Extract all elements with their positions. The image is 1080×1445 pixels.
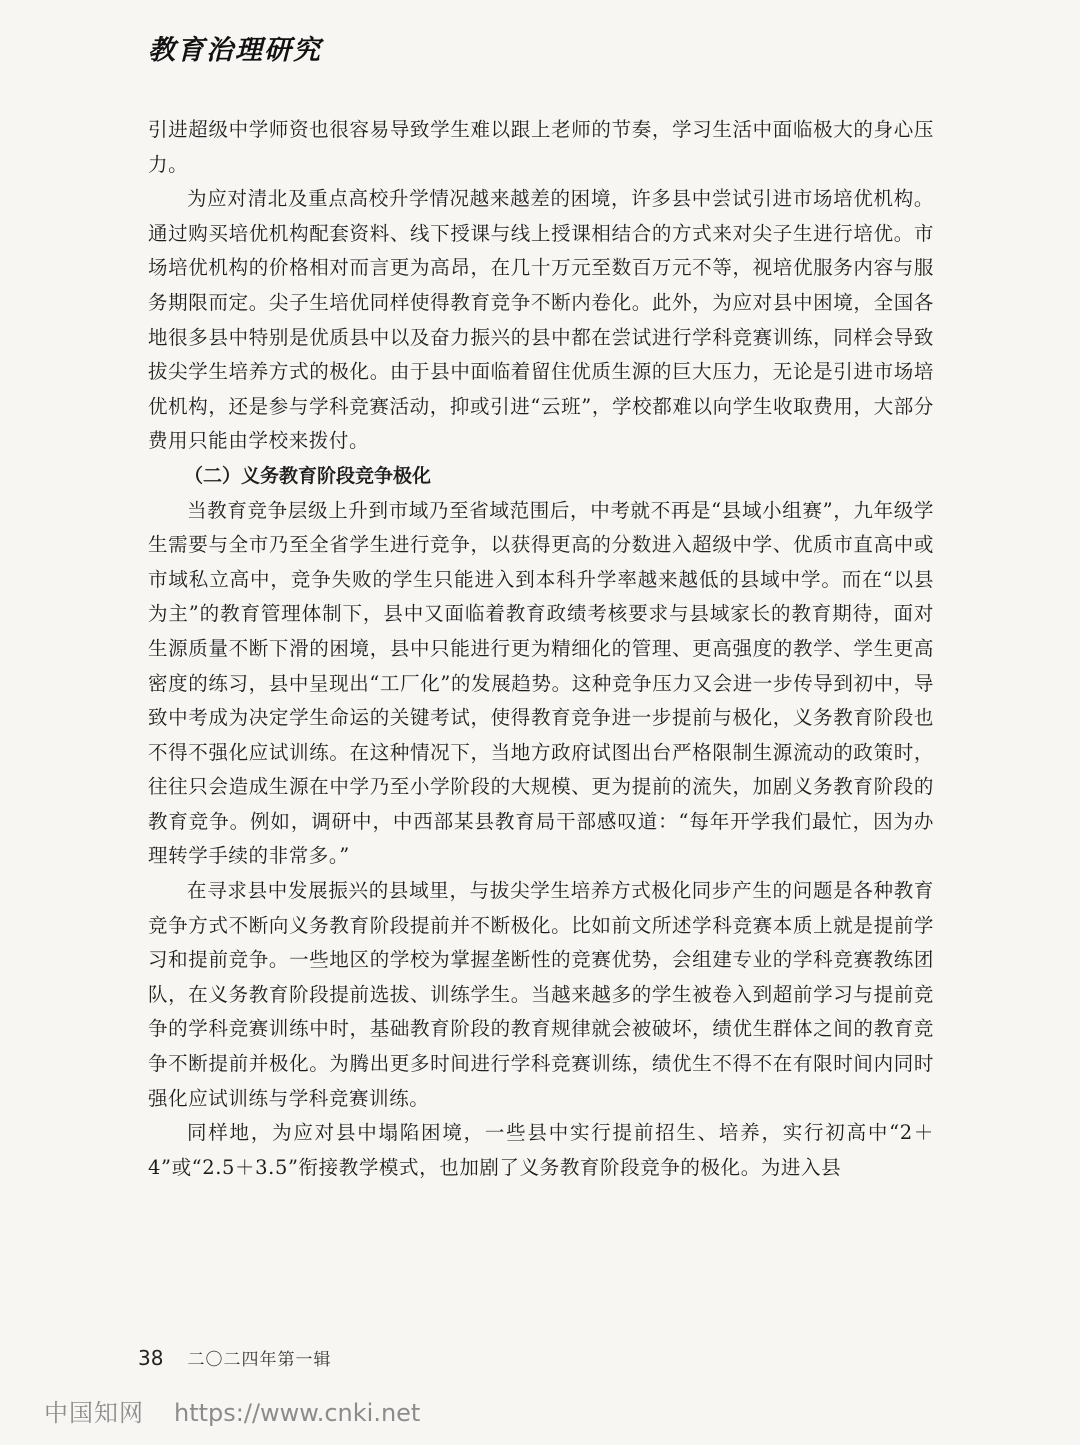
paragraph-training-institutions: 为应对清北及重点高校升学情况越来越差的困境，许多县中尝试引进市场培优机构。通过购买培优机构配套资料、线下授课与线上授课相结合的方式来对尖子生进行培优。市场培优机构的价格相对而言更为高昂，在几十万元至数百万元不等，视培优服务内容与服务期限而定。尖子生培优同样使得教育竞争不断内卷化。此外，为应对县中困境，全国各地很多县中特别是优质县中以及奋力振兴的县中都在尝试进行学科竞赛训练，同样会导致拔尖学生培养方式的极化。由于县中面临着留住优质生源的巨大压力，无论是引进市场培优机构，还是参与学科竞赛活动，抑或引进“云班”，学校都难以向学生收取费用，大部分费用只能由学校来拨付。 <box>148 187 934 453</box>
paragraph-early-enrollment: 同样地，为应对县中塌陷困境，一些县中实行提前招生、培养，实行初高中“2＋4”或“2.5＋3.5”衔接教学模式，也加剧了义务教育阶段竞争的极化。为进入县 <box>148 1121 934 1179</box>
article-body <box>148 113 934 1185</box>
watermark-url[interactable]: https://www.cnki.net <box>174 1399 421 1427</box>
issue-label: 二〇二四年第一辑 <box>187 1350 332 1370</box>
journal-title: 教育治理研究 <box>148 35 322 66</box>
watermark-brand: 中国知网 <box>44 1399 144 1427</box>
page-number: 38 <box>138 1346 164 1370</box>
paragraph-competition-levels: 当教育竞争层级上升到市域乃至省域范围后，中考就不再是“县域小组赛”，九年级学生需要与全市乃至全省学生进行竞争，以获得更高的分数进入超级中学、优质市直高中或市域私立高中，竞争失败的学生只能进入到本科升学率越来越低的县域中学。而在“以县为主”的教育管理体制下，县中又面临着教育政绩考核要求与县域家长的教育期待，面对生源质量不断下滑的困境，县中只能进行更为精细化的管理、更高强度的教学、学生更高密度的练习，县中呈现出“工厂化”的发展趋势。这种竞争压力又会进一步传导到初中，导致中考成为决定学生命运的关键考试，使得教育竞争进一步提前与极化，义务教育阶段也不得不强化应试训练。在这种情况下，当地方政府试图出台严格限制生源流动的政策时，往往只会造成生源在中学乃至小学阶段的大规模、更为提前的流失，加剧义务教育阶段的教育竞争。例如，调研中，中西部某县教育局干部感叹道：“每年开学我们最忙，因为办理转学手续的非常多。” <box>148 498 934 868</box>
section-heading: （二）义务教育阶段竞争极化 <box>184 464 432 487</box>
paragraph-continued: 引进超级中学师资也很容易导致学生难以跟上老师的节奏，学习生活中面临极大的身心压力。 <box>148 118 934 176</box>
cnki-watermark <box>44 1393 420 1428</box>
paragraph-compulsory-education: 在寻求县中发展振兴的县域里，与拔尖学生培养方式极化同步产生的问题是各种教育竞争方式不断向义务教育阶段提前并不断极化。比如前文所述学科竞赛本质上就是提前学习和提前竞争。一些地区的学校为掌握垄断性的竞赛优势，会组建专业的学科竞赛教练团队，在义务教育阶段提前选拔、训练学生。当越来越多的学生被卷入到超前学习与提前竞争的学科竞赛训练中时，基础教育阶段的教育规律就会被破坏，绩优生群体之间的教育竞争不断提前并极化。为腾出更多时间进行学科竞赛训练，绩优生不得不在有限时间内同时强化应试训练与学科竞赛训练。 <box>148 879 934 1110</box>
page-footer <box>138 1345 331 1370</box>
